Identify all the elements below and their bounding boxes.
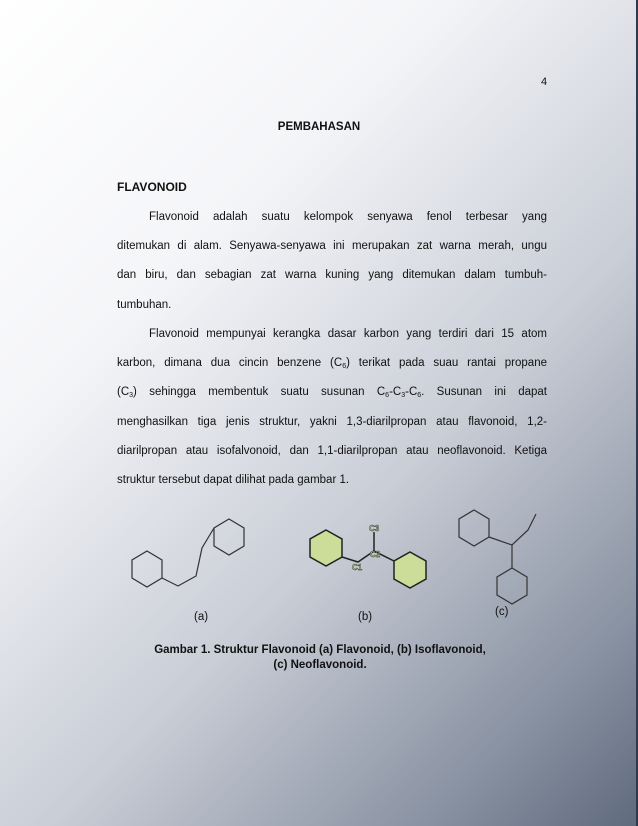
subscript: 3 [129,392,134,400]
subscript: 6 [385,392,390,400]
subscript: 6 [342,363,347,371]
atom-label-c3: C3 [369,524,380,533]
propane-chain-b [342,551,394,562]
atom-label-c2: C2 [370,550,381,559]
structure-c [459,510,536,604]
figure-label-a: (a) [194,611,209,623]
text-run: ) sehingga membentuk suatu susunan C [133,386,386,399]
text-run: ) terikat pada suau rantai propane [346,357,547,370]
structure-a [132,519,244,587]
para2-line: menghasilkan tiga jenis struktur, yakni 1,3-diarilpropan atau flavonoid, 1,2- [117,415,547,428]
page-heading: PEMBAHASAN [277,121,361,133]
figure-label-c: (c) [495,606,509,618]
para1-line: Flavonoid adalah suatu kelompok senyawa fenol terbesar yang [149,211,547,223]
benzene-ring-b1 [310,530,342,566]
para1-line: ditemukan di alam. Senyawa-senyawa ini merupakan zat warna merah, ungu [117,240,547,253]
propane-chain-a [162,528,214,586]
benzene-ring-a1 [132,551,162,587]
para2-line: Flavonoid mempunyai kerangka dasar karbon yang terdiri dari 15 atom [149,328,547,340]
text-run: -C [405,386,418,399]
section-title: FLAVONOID [117,180,187,194]
text-run: karbon, dimana dua cincin benzene (C [117,357,343,370]
para2-line: struktur tersebut dapat dilihat pada gambar 1. [117,473,350,486]
benzene-ring-a2 [214,519,244,555]
structure-b [310,524,426,588]
text-run: (C [117,386,130,399]
benzene-ring-b2 [394,552,426,588]
para1-line: tumbuhan. [117,298,172,311]
caption-line: Gambar 1. Struktur Flavonoid (a) Flavonoid, (b) Isoflavonoid, [154,644,486,656]
subscript: 6 [417,392,422,400]
subscript: 3 [401,392,406,400]
text-run: . Susunan ini dapat [421,386,547,399]
atom-label-c1: C1 [352,563,363,572]
benzene-ring-c2 [497,568,527,604]
para1-line: dan biru, dan sebagian zat warna kuning yang ditemukan dalam tumbuh- [117,269,547,282]
para2-line: diarilpropan atau isofalvonoid, dan 1,1-diarilpropan atau neoflavonoid. Ketiga [117,444,547,457]
page-number: 4 [541,76,548,88]
figure-label-b: (b) [358,611,373,623]
propane-chain-c [489,514,536,545]
figure-caption [110,643,530,673]
text-run: -C [389,386,402,399]
benzene-ring-c1 [459,510,489,546]
caption-line: (c) Neoflavonoid. [273,659,367,671]
